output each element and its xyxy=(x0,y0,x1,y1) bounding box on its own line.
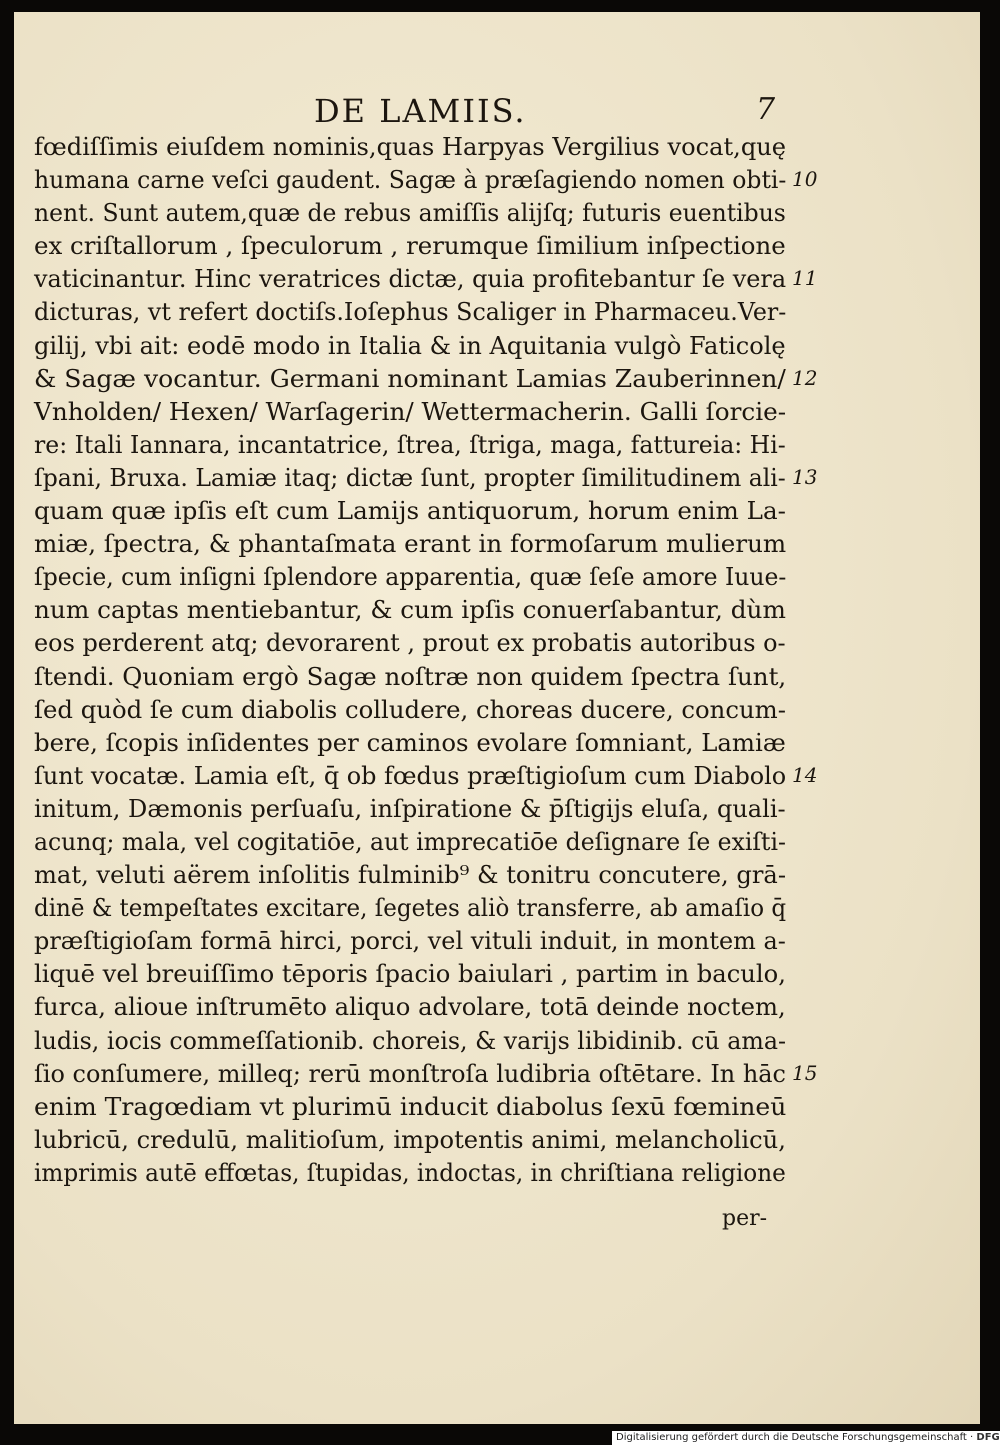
dfg-logo: DFG xyxy=(976,1432,1000,1443)
text-line: liquē vel breuiſſimo tēporis ſpacio baiulari , partim in baculo, xyxy=(34,959,786,989)
text-line: & Sagæ vocantur. Germani nominant Lamias Zauberinnen/ 12 xyxy=(34,362,824,395)
text-line: eos perderent atq; devorarent , prout ex probatis autoribus o- xyxy=(34,628,786,658)
book-page xyxy=(14,12,980,1424)
margin-number: 12 xyxy=(792,365,818,390)
text-line: bere, ſcopis inſidentes per caminos evolare ſomniant, Lamiæ xyxy=(34,727,786,757)
text-line: gilij, vbi ait: eodē modo in Italia & in Aquitania vulgò Faticolę xyxy=(34,330,786,360)
text-line: re: Itali Iannara, incantatrice, ſtrea, ſtriga, maga, fattureia: Hi- xyxy=(34,429,786,459)
text-line: mat, veluti aërem inſolitis fulminib⁹ & tonitru concutere, grā- xyxy=(34,860,787,890)
margin-number: 10 xyxy=(792,167,818,192)
text-line: Vnholden/ Hexen/ Warſagerin/ Wettermacherin. Galli ſorcie- xyxy=(34,396,787,426)
text-line: ſio conſumere, milleq; rerū monſtroſa ludibria oſtētare. In hāc 15 xyxy=(34,1057,824,1090)
text-block xyxy=(34,130,824,1189)
margin-number: 11 xyxy=(792,266,818,291)
text-line: vaticinantur. Hinc veratrices dictæ, quia profitebantur ſe vera 11 xyxy=(34,262,824,295)
catchword: per- xyxy=(722,1206,768,1231)
margin-number: 13 xyxy=(792,464,818,489)
text-line: ſpecie, cum inſigni ſplendore apparentia, quæ ſeſe amore Iuue- xyxy=(34,562,787,592)
text-line: ſtendi. Quoniam ergò Sagæ noſtræ non quidem ſpectra ſunt, xyxy=(34,661,787,691)
text-line: enim Tragœdiam vt plurimū inducit diabolus ſexū fœmineū xyxy=(34,1091,787,1121)
text-line: miæ, ſpectra, & phantaſmata erant in formoſarum mulierum xyxy=(34,529,787,559)
text-line: nent. Sunt autem,quæ de rebus amiſſis alijſq; futuris euentibus xyxy=(34,198,786,228)
funding-footer xyxy=(612,1431,1000,1445)
text-line: dinē & tempeſtates excitare, ſegetes aliò transferre, ab amaſio q̄ xyxy=(34,893,787,923)
footer-text: Digitalisierung gefördert durch die Deutsche Forschungsgemeinschaft · xyxy=(616,1432,974,1443)
margin-number: 14 xyxy=(792,762,818,787)
text-line: initum, Dæmonis perſuaſu, inſpiratione & p̄ſtigijs eluſa, quali- xyxy=(34,793,786,823)
text-line: ludis, iocis commeſſationib. choreis, & varijs libidinib. cū ama- xyxy=(34,1025,786,1055)
text-line: num captas mentiebantur, & cum ipſis conuerſabantur, dùm xyxy=(34,595,786,625)
text-line: imprimis autē effœtas, ſtupidas, indoctas, in chriſtiana religione xyxy=(34,1157,786,1187)
text-line: furca, alioue inſtrumēto aliquo advolare, totā deinde noctem, xyxy=(34,992,786,1022)
text-line: dicturas, vt refert doctiſs.Ioſephus Scaliger in Pharmaceu.Ver- xyxy=(34,297,787,327)
text-line: quam quæ ipſis eſt cum Lamijs antiquorum, horum enim La- xyxy=(34,496,786,526)
margin-number: 15 xyxy=(792,1060,818,1085)
page-header xyxy=(14,92,980,132)
text-line: ex criſtallorum , ſpeculorum , rerumque ſimilium inſpectione xyxy=(34,231,786,261)
text-line: lubricū, credulū, malitioſum, impotentis animi, melancholicū, xyxy=(34,1124,786,1154)
text-line: humana carne veſci gaudent. Sagæ à præſagiendo nomen obti- 10 xyxy=(34,163,824,196)
text-line: fœdiſſimis eiuſdem nominis,quas Harpyas Vergilius vocat,quę xyxy=(34,132,787,161)
text-line: acunq; mala, vel cogitatiōe, aut imprecatiōe deſignare ſe exiſti- xyxy=(34,826,786,856)
text-line: ſunt vocatæ. Lamia eſt, q̄ ob fœdus præſtigioſum cum Diabolo 14 xyxy=(34,759,824,792)
running-title: DE LAMIIS. xyxy=(314,92,527,130)
text-line: ſed quòd ſe cum diabolis colludere, choreas ducere, concum- xyxy=(34,694,786,724)
text-line: præſtigioſam formā hirci, porci, vel vituli induit, in montem a- xyxy=(34,926,786,956)
page-number: 7 xyxy=(756,92,776,127)
text-line: ſpani, Bruxa. Lamiæ itaq; dictæ ſunt, propter ſimilitudinem ali- 13 xyxy=(34,461,824,494)
